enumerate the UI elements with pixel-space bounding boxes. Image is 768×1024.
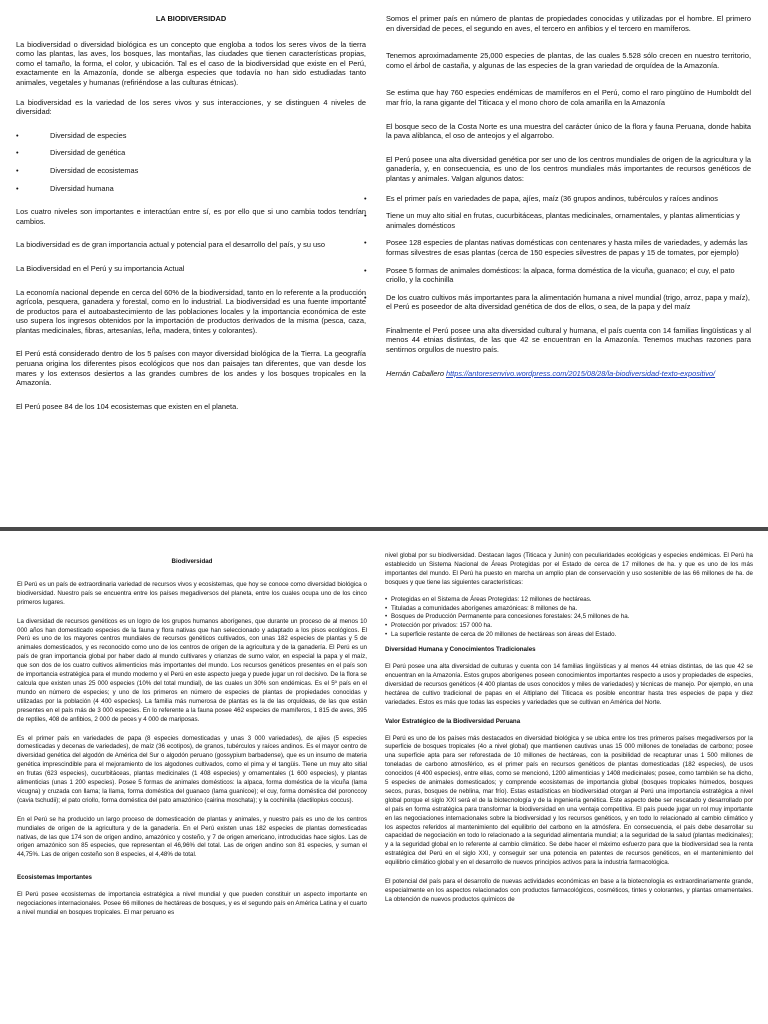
source-credit bbox=[386, 369, 751, 379]
page1-title: LA BIODIVERSIDAD bbox=[155, 14, 227, 23]
page1-importance-paragraph: La biodiversidad es de gran importancia actual y potencial para el desarrollo del país, y su uso bbox=[16, 240, 325, 250]
credit-author: Hernán Caballero bbox=[386, 368, 444, 378]
page1-right-paragraph-3: Se estima que hay 760 especies endémicas de mamíferos en el Perú, como el raro pingüino de Humboldt del mar frío, la rana gigante del Titicaca y el mono choro de cola amarilla en la Amazonía bbox=[386, 88, 751, 107]
list-item: • Protegidas en el Sistema de Áreas Protegidas: 12 millones de hectáreas. bbox=[385, 596, 753, 605]
list-item: • Diversidad de genética bbox=[16, 148, 366, 158]
page2-subheading-ecosystems: Ecosistemas Importantes bbox=[17, 874, 92, 882]
levels-list bbox=[16, 131, 366, 193]
page1-right-paragraph-4: El bosque seco de la Costa Norte es una muestra del carácter único de la flora y fauna Peruana, donde habita la pava aliblanca, el oso de anteojos y el algarrobo. bbox=[386, 121, 751, 141]
page2-right-column bbox=[385, 552, 753, 915]
list-item: • Posee 128 especies de plantas nativas domésticas con centenares y hasta miles de variedades, y además las formas silvestres de esas plantas (cerca de 150 especies silvestres de papas y 15 de tomates, por ejemplo) bbox=[386, 238, 751, 257]
facts-list bbox=[386, 194, 751, 312]
list-item: • Posee 5 formas de animales domésticos: la alpaca, forma doméstica de la vicuña, guanaco; el cuy, el pato criollo, y la cochinilla bbox=[386, 266, 751, 285]
page1-subheading: La Biodiversidad en el Perú y su importancia Actual bbox=[16, 263, 185, 273]
document-page-2 bbox=[0, 531, 768, 1024]
page1-closing-paragraph: Finalmente el Perú posee una alta diversidad cultural y humana, el país cuenta con 14 familias lingüísticas y al menos 44 etnias distintas, de las que 42 se encuentran en la Amazonía. Tenemos muchas razones para sentirnos orgullos de nuestro país. bbox=[386, 325, 751, 355]
page2-right-paragraph-3: El Perú es uno de los países más destacados en diversidad biológica y se ubica entre los tres primeros países megadiversos por la superficie de bosques tropicales (4o a nivel global) que mantienen cautivas unas 15 000 millones de toneladas de carbono; posee una superficie apta para ser reforestada de 10 millones de hectáreas, con la posibilidad de recapturar unas 1 500 millones de toneladas de carbono atmosférico, es el primer país en recursos genéticos de plantas domesticadas (182 especies), de usos conocidos (4 400 especies), entre ellas, como se mencionó, 1200 alimenticias y 1408 medicinales; posee, como también se ha dicho, 5 especies de animales domesticados; y comprende ecosistemas de importancia global (bosques tropicales húmedos, bosques secos, puras, bosques de neblina, mar frío). Estas estadísticas en biodiversidad otorgan al Perú una importancia estratégica a nivel global porque el siglo XXI será el de la biotecnología y de la ingeniería genética. Este aspecto debe ser rescatado y desarrollado por el país en forma estratégica para transformar la biodiversidad en una ventaja competitiva. El país puede jugar un rol muy importante en las negociaciones internacionales sobre la biodiversidad y los recursos genéticos, y en todo lo relacionado al cambio climático y los aspectos referidos al mantenimiento del equilibrio del carbono en la atmósfera. En consecuencia, el país debe desarrollar su capacidad de negociación en todo lo relacionado a la seguridad alimentaria mundial; a la seguridad de la salud (plantas medicinales); y a la seguridad global en lo referente al cambio climático. Se debe hacer el máximo esfuerzo para que la biodiversidad sea la renta estratégica del Perú en el siglo XXI, y conseguir ser una potencia en patentes de recursos genéticos, en el mantenimiento del equilibrio climático global y en el desarrollo de nuevos principios activos para la industria farmacológica. bbox=[385, 734, 753, 867]
list-item: • Es el primer país en variedades de papa, ajíes, maíz (36 grupos andinos, tubérculos y raíces andinos bbox=[386, 194, 751, 204]
page1-right-column bbox=[386, 14, 751, 388]
list-item: • La superficie restante de cerca de 20 millones de hectáreas son áreas del Estado. bbox=[385, 631, 753, 640]
page1-intro-paragraph: La biodiversidad o diversidad biológica es un concepto que engloba a todos los seres vivos de la tierra como las plantas, las aves, los bosques, las montañas, las ciudades que tienen características propias, como el tamaño, la forma, el color, y ubicación. Tal es el caso de la biodiversidad que existe en el Perú, exactamente en la Amazonía, donde se alberga especies que todavía no han sido estudiadas tanto animales, vegetales y humanas (refiriéndose a las culturas étnicas). bbox=[16, 39, 366, 87]
list-item: • Protección por privados: 157 000 ha. bbox=[385, 622, 753, 631]
page2-left-paragraph-5: El Perú posee ecosistemas de importancia estratégica a nivel mundial y que pueden constituir un aspecto importante en negociaciones internacionales. Posee 66 millones de hectáreas de bosques, y es el segundo país en América Latina y el cuarto a nivel mundial en bosques tropicales. El mar peruano es bbox=[17, 891, 367, 916]
page2-subheading-strategic-value: Valor Estratégico de la Biodiversidad Peruana bbox=[385, 717, 521, 725]
page2-right-paragraph-1: nivel global por su biodiversidad. Destacan lagos (Titicaca y Junín) con peculiaridades ecológicas y especies endémicas. El Perú ha establecido un Sistema Nacional de Áreas Protegidas por el Estado de cerca de 17 millones de ha. y que es uno de los más importantes del mundo. El Perú ha puesto en marcha un amplio plan de conservación y uso sostenible de las 66 millones de ha. de bosques y que tiene las siguientes características: bbox=[385, 552, 753, 586]
page2-right-paragraph-4: El potencial del país para el desarrollo de nuevas actividades económicas en base a la biotecnología es extraordinariamente grande, especialmente en los aspectos relacionados con productos farmacológicos, cosméticos, tintes y colorantes, y plantas ornamentales. La obtención de nuevos productos químicos de bbox=[385, 878, 753, 903]
list-item: • Diversidad humana bbox=[16, 184, 366, 194]
page2-right-paragraph-2: El Perú posee una alta diversidad de culturas y cuenta con 14 familias lingüísticas y al menos 44 etnias distintas, de las que 42 se encuentran en la Amazonía. Estos grupos aborígenes poseen conocimientos importantes respecto a usos y propiedades de especies, diversidad de recursos genéticos (4 400 plantas de usos conocidos y miles de variedades) y técnicas de manejo. Por ejemplo, en una hectárea de cultivo tradicional de papas en el Altiplano del Titicaca es posible encontrar hasta tres especies de papa y diez variedades. Estos es más que todas las especies y variedades que se cultivan en América del Norte. bbox=[385, 663, 753, 706]
page2-left-paragraph-2: La diversidad de recursos genéticos es un logro de los grupos humanos aborígenes, que durante un proceso de al menos 10 000 años han domesticado especies de la fauna y flora nativas que han seleccionado y adaptado a los pisos ecológicos. El Perú es uno de los mayores centros mundiales de recursos genéticos cultivados, con unas 182 especies de plantas y 5 de animales domesticados, y es reconocido como uno de los centros de origen de la agricultura y de la ganadería. El Perú es un país de gran importancia global por haber dado al mundo cultivares y crianzas de sumo valor, en especial la papa y el maíz, que son dos de los cuatro cultivos alimenticios más importantes del mundo. Los recursos genéticos presentes en el país son de importancia estratégica para el mundo moderno y el Perú en este aspecto juega y puede jugar un rol decisivo. De la flora se calcula que existen unas 25 000 especies (10% del total mundial), de las cuales un 30% son endémicas. Es el 5º país en el mundo en número de especies; y uno de los primeros en número de especies de plantas de propiedades conocidas y utilizadas por la población (4 400 especies). La familia más numerosa de plantas es la de las orquídeas, de las que están presentes en el país más de 3 000 especies. En lo referente a la fauna posee 462 especies de mamíferos, 1 815 de aves, 395 de reptiles, 408 de anfibios, 2 000 de peces y 4 000 de mariposas. bbox=[17, 617, 367, 723]
page2-subheading-human-diversity: Diversidad Humana y Conocimientos Tradicionales bbox=[385, 646, 536, 654]
page1-ecosystems-paragraph: El Perú posee 84 de los 104 ecosistemas que existen en el planeta. bbox=[16, 401, 239, 411]
list-item: • Bosques de Producción Permanente para concesiones forestales: 24,5 millones de ha. bbox=[385, 613, 753, 622]
list-item: • Tiene un muy alto sitial en frutas, cucurbitáceas, plantas medicinales, ornamentales, y plantas alimenticias y animales domésticos bbox=[386, 211, 751, 230]
list-item: • Diversidad de especies bbox=[16, 131, 366, 141]
list-item: • De los cuatro cultivos más importantes para la alimentación humana a nivel mundial (trigo, arroz, papa y maíz), el Perú es poseedor de alta diversidad genética de dos de ellos, o sea, de la papa y del maíz bbox=[386, 293, 751, 312]
page1-right-paragraph-5: El Perú posee una alta diversidad genética por ser uno de los centros mundiales de origen de la agricultura y la ganadería, y, en consecuencia, es uno de los centros mundiales más importantes de recursos genéticos de plantas y animales. Valgan algunos datos: bbox=[386, 154, 751, 183]
page2-title: Biodiversidad bbox=[171, 558, 213, 565]
list-item: • Diversidad de ecosistemas bbox=[16, 166, 366, 176]
page1-levels-note: Los cuatro niveles son importantes e interactúan entre sí, es por ello que si uno cambia todos tendrían cambios. bbox=[16, 207, 366, 226]
page2-left-paragraph-4: En el Perú se ha producido un largo proceso de domesticación de plantas y animales, y nuestro país es uno de los centros mundiales de origen de la agricultura y de la ganadería. En el Perú existen unas 182 especies de plantas domesticadas nativas, de las que 174 son de origen andino, amazónico y costeño, y 7 de origen americano, introducidas hace siglos. Las de origen amazónico son 85 especies, que representan el 46,96% del total. Las de origen andino son 81 especies, y suman el 44,75%. Las de origen costeño son 8 especies, el 4,48% de total. bbox=[17, 815, 367, 859]
page2-left-column bbox=[17, 558, 367, 928]
page1-left-column bbox=[16, 14, 366, 421]
page1-levels-intro: La biodiversidad es la variedad de los seres vivos y sus interacciones, y se distinguen 4 niveles de diversidad: bbox=[16, 97, 366, 117]
page1-right-paragraph-1: Somos el primer país en número de plantas de propiedades conocidas y utilizadas por el hombre. El primero en diversidad de peces, el segundo en aves, el tercero en anfibios y el tercero en mamíferos. bbox=[386, 14, 751, 33]
page1-economy-paragraph: La economía nacional depende en cerca del 60% de la biodiversidad, tanto en lo referente a la producción agrícola, pesquera, ganadera y forestal, como en lo industrial. La biodiversidad es una fuente importante de productos para el autoabastecimiento de las poblaciones locales y la importancia económica de este uso supera los ingresos obtenidos por la importación de productos derivados de la misma (pesca, caza, plantas medicinales, fibras, artesanías, leña, madera, tintes y colorantes). bbox=[16, 287, 366, 335]
page2-left-paragraph-1: El Perú es un país de extraordinaria variedad de recursos vivos y ecosistemas, que hoy se conoce como diversidad biológica o biodiversidad. Nuestro país se encuentra entre los países megadiversos del planeta, entre los cuales ocupa uno de los cinco primeros lugares. bbox=[17, 580, 367, 606]
page2-left-paragraph-3: Es el primer país en variedades de papa (8 especies domesticadas y unas 3 000 variedades), de ajíes (5 especies domesticadas y decenas de variedades), de maíz (36 ecotipos), de granos, tubérculos y raíces andinos. Es el mayor centro de diversidad genética del algodón de América del Sur o algodón peruano (gossypium barbadense), que es un insumo de materia genética imprescindible para el mejoramiento de los algodones cultivados, como el pima y el tangüis. Tiene un muy alto sitial en frutas (623 especies), cucurbitáceas, plantas medicinales (1 408 especies) y ornamentales (1 600 especies), y plantas alimenticias (unas 1 200 especies). Posee 5 formas de animales domésticos: la alpaca, forma doméstica de la vicuña (lama vicugna) y cruzada con llama; la llama, forma doméstica del guanaco (lama guanicoe); el cuy, forma doméstica del poronccoy (cavia tschudii); el pato criollo, forma doméstica del pato amazónico (cairina moschata); y la cochinilla (dactilopius coccus). bbox=[17, 734, 367, 804]
page1-megadiverse-paragraph: El Perú está considerado dentro de los 5 países con mayor diversidad biológica de la Tierra. La geografía peruana origina los diferentes pisos ecológicos que nos dan paisajes tan diferentes, que van desde los mares y los extensos desiertos a las grandes cumbres de los andes y los bosques tropicales en la Amazonía. bbox=[16, 349, 366, 388]
page1-right-paragraph-2: Tenemos aproximadamente 25,000 especies de plantas, de las cuales 5.528 sólo crecen en nuestro territorio, como el árbol de castaña, y algunas de las especies de la gran variedad de orquídea de la Amazonía. bbox=[386, 51, 751, 70]
list-item: • Tituladas a comunidades aborígenes amazónicas: 8 millones de ha. bbox=[385, 605, 753, 614]
source-link[interactable]: https://antoresenvivo.wordpress.com/2015/08/28/la-biodiversidad-texto-expositivo/ bbox=[446, 368, 716, 378]
characteristics-list bbox=[385, 596, 753, 641]
